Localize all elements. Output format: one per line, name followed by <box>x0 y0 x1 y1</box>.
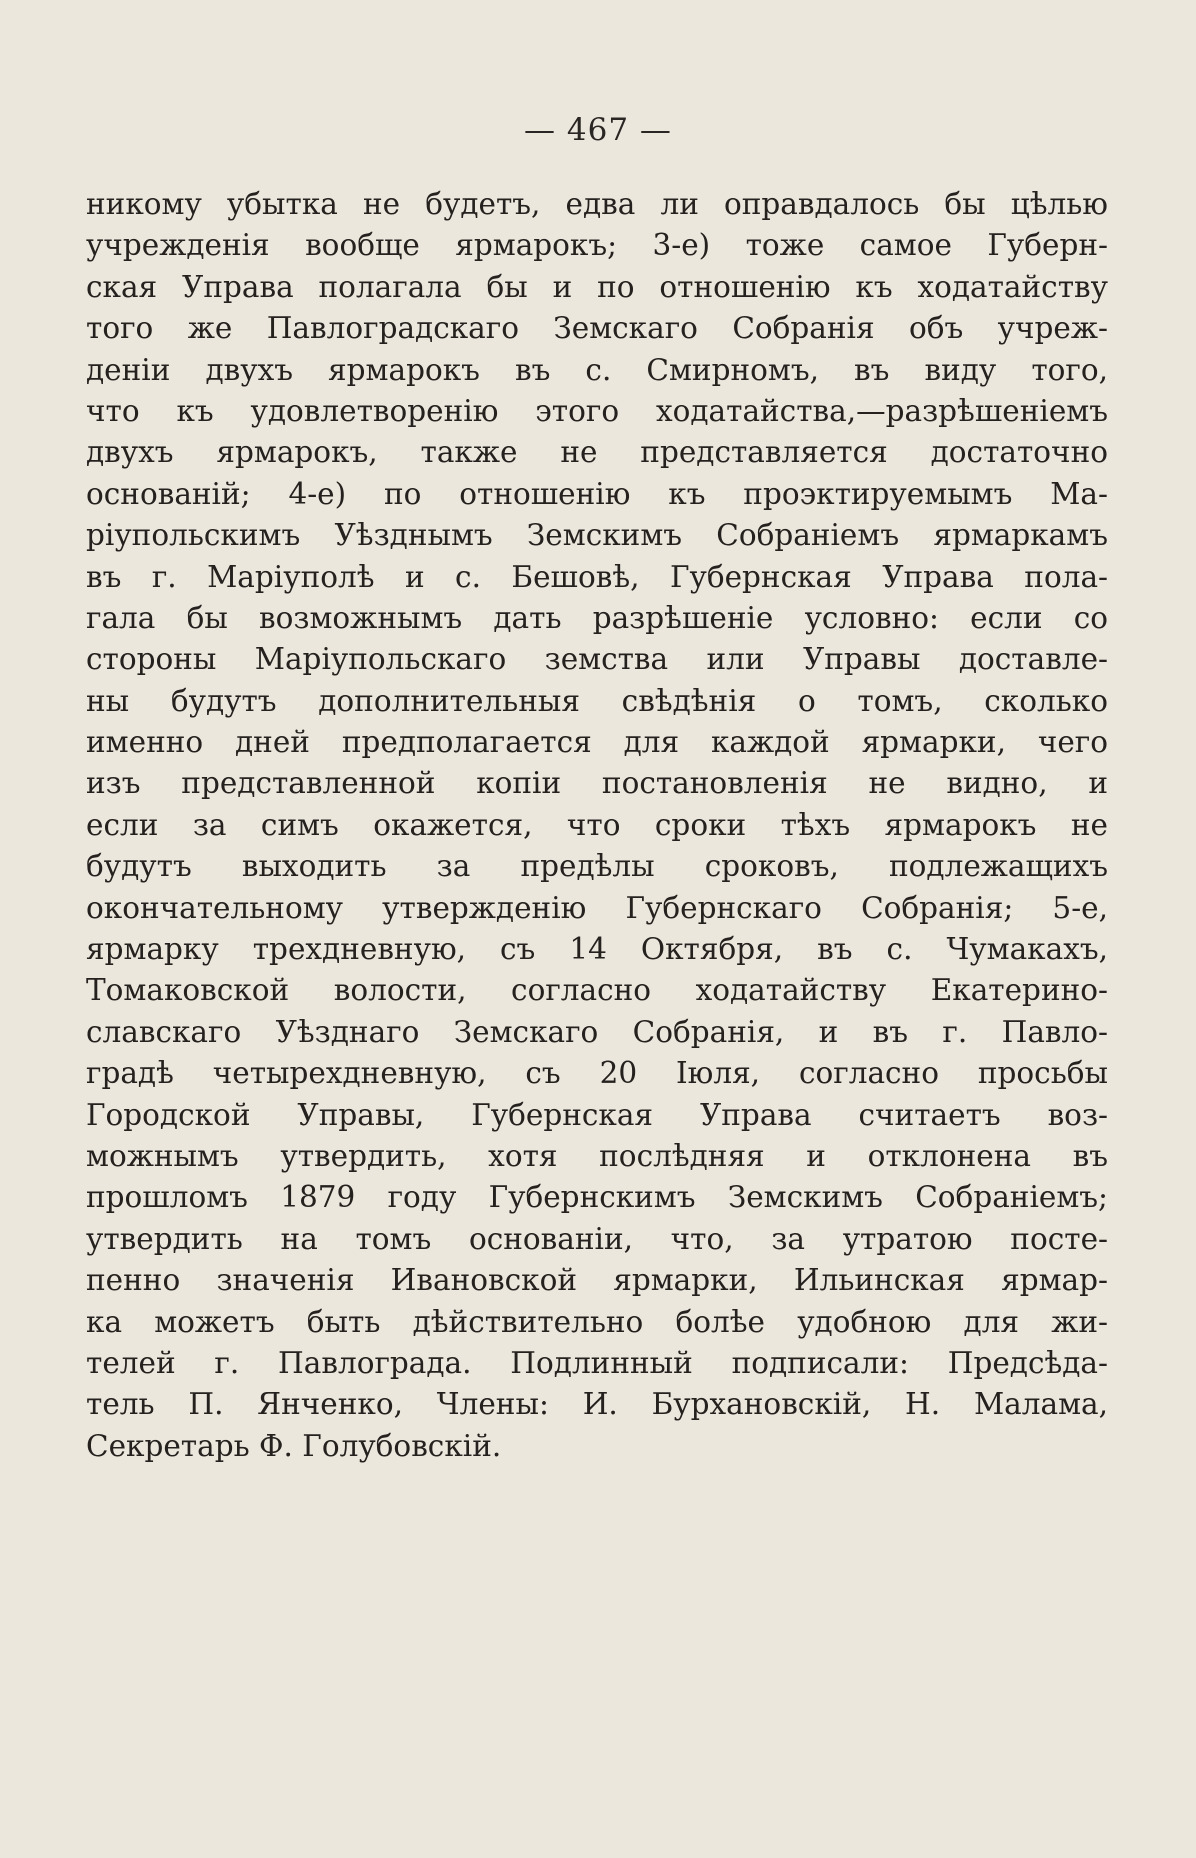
text-line: будутъ выходить за предѣлы сроковъ, подлежащихъ <box>86 849 1108 884</box>
text-line: ка можетъ быть дѣйствительно болѣе удобною для жи- <box>86 1304 1108 1339</box>
text-line: телей г. Павлограда. Подлинный подписали: Предсѣда- <box>86 1345 1108 1380</box>
text-line: въ г. Маріуполѣ и с. Бешовѣ, Губернская Управа пола- <box>86 559 1108 594</box>
text-line: ріупольскимъ Уѣзднымъ Земскимъ Собраніемъ ярмаркамъ <box>86 518 1108 553</box>
text-line: никому убытка не будетъ, едва ли оправдалось бы цѣлью <box>86 187 1108 221</box>
text-line: Городской Управы, Губернская Управа считаетъ воз- <box>86 1097 1108 1132</box>
text-line: именно дней предполагается для каждой ярмарки, чего <box>86 725 1108 760</box>
text-line: ская Управа полагала бы и по отношенію къ ходатайству <box>86 269 1108 304</box>
text-line: утвердить на томъ основаніи, что, за утратою посте- <box>86 1221 1108 1256</box>
page-number: — 467 — <box>524 112 672 148</box>
text-line: стороны Маріупольскаго земства или Управы доставле- <box>86 642 1108 677</box>
text-line: прошломъ 1879 году Губернскимъ Земскимъ Собраніемъ; <box>86 1180 1108 1215</box>
text-line: учрежденія вообще ярмарокъ; 3-е) тоже самое Губерн- <box>86 228 1108 263</box>
text-line: изъ представленной копіи постановленія не видно, и <box>86 766 1108 801</box>
text-line: градѣ четырехдневную, съ 20 Іюля, согласно просьбы <box>86 1056 1108 1091</box>
text-line: деніи двухъ ярмарокъ въ с. Смирномъ, въ виду того, <box>86 352 1108 387</box>
text-line: двухъ ярмарокъ, также не представляется достаточно <box>86 435 1108 470</box>
text-line: гала бы возможнымъ дать разрѣшеніе условно: если со <box>86 600 1108 635</box>
text-line: ярмарку трехдневную, съ 14 Октября, въ с. Чумакахъ, <box>86 932 1108 967</box>
body-text <box>86 184 1108 1467</box>
text-line: того же Павлоградскаго Земскаго Собранія объ учреж- <box>86 311 1108 346</box>
text-line: основаній; 4-е) по отношенію къ проэктируемымъ Ма- <box>86 476 1108 511</box>
text-line: окончательному утвержденію Губернскаго Собранія; 5-е, <box>86 890 1108 925</box>
text-line: ны будутъ дополнительныя свѣдѣнія о томъ, сколько <box>86 683 1108 718</box>
text-line: что къ удовлетворенію этого ходатайства,—разрѣшеніемъ <box>86 393 1108 428</box>
text-line: Секретарь Ф. Голубовскій. <box>86 1428 502 1463</box>
text-line: славскаго Уѣзднаго Земскаго Собранія, и въ г. Павло- <box>86 1014 1108 1049</box>
text-line: пенно значенія Ивановской ярмарки, Ильинская ярмар- <box>86 1263 1108 1298</box>
text-line: тель П. Янченко, Члены: И. Бурхановскій, Н. Малама, <box>86 1387 1108 1422</box>
text-line: если за симъ окажется, что сроки тѣхъ ярмарокъ не <box>86 807 1108 842</box>
text-line: можнымъ утвердить, хотя послѣдняя и отклонена въ <box>86 1138 1108 1173</box>
text-line: Томаковской волости, согласно ходатайству Екатерино- <box>86 973 1108 1008</box>
